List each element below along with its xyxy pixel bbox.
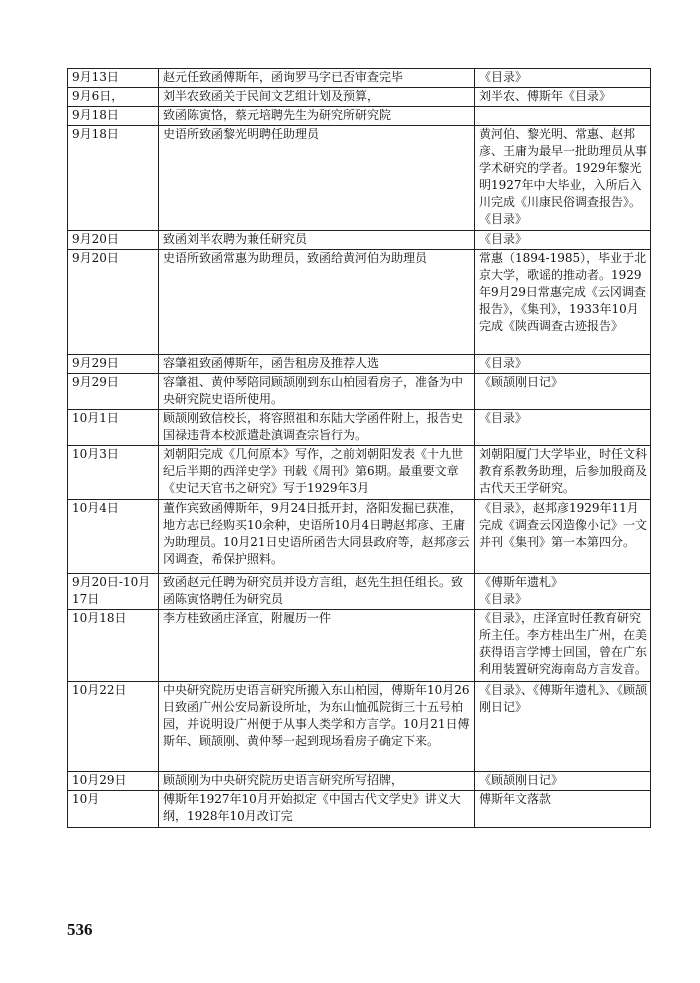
date-cell: 10月3日 <box>68 446 159 500</box>
event-cell: 傅斯年1927年10月开始拟定《中国古代文学史》讲义大纲，1928年10月改订完 <box>159 791 475 828</box>
event-cell: 史语所致函黎光明聘任助理员 <box>159 126 475 231</box>
event-cell: 致函刘半农聘为兼任研究员 <box>159 231 475 250</box>
source-cell: 《目录》、《傅斯年遗札》、《顾颉刚日记》 <box>475 682 651 772</box>
source-cell: 《目录》 <box>475 355 651 374</box>
source-cell <box>475 107 651 126</box>
table-row <box>68 410 651 446</box>
page-number: 536 <box>67 920 93 939</box>
table-row <box>68 126 651 231</box>
source-cell: 《目录》 <box>475 410 651 446</box>
event-cell: 容肇祖致函傅斯年，函告租房及推荐人选 <box>159 355 475 374</box>
source-cell: 黄河伯、黎光明、常惠、赵邦彦、王庸为最早一批助理员从事学术研究的学者。1929年黎光明1927年中大毕业，入所后入川完成《川康民俗调查报告》。《目录》 <box>475 126 651 231</box>
event-cell: 致函赵元任聘为研究员并设方言组，赵先生担任组长。致函陈寅恪聘任为研究员 <box>159 574 475 610</box>
table-row <box>68 107 651 126</box>
date-cell: 9月18日 <box>68 107 159 126</box>
date-cell: 10月 <box>68 791 159 828</box>
event-cell: 史语所致函常惠为助理员，致函给黄河伯为助理员 <box>159 250 475 355</box>
date-cell: 10月22日 <box>68 682 159 772</box>
source-cell: 《顾颉刚日记》 <box>475 772 651 791</box>
source-cell: 《目录》 <box>475 69 651 88</box>
event-cell: 赵元任致函傅斯年，函询罗马字已否审查完毕 <box>159 69 475 88</box>
table-row <box>68 250 651 355</box>
event-cell: 中央研究院历史语言研究所搬入东山柏园，傅斯年10月26日致函广州公安局新设所址，为东山恤孤院街三十五号柏园，并说明设广州便于从事人类学和方言学。10月21日傅斯年、顾颉刚、黄仲琴一起到现场看房子确定下来。 <box>159 682 475 772</box>
table-row <box>68 791 651 828</box>
table-row <box>68 231 651 250</box>
event-cell: 刘半农致函关于民间文艺组计划及预算， <box>159 88 475 107</box>
date-cell: 9月20日 <box>68 250 159 355</box>
table-row <box>68 355 651 374</box>
table-row <box>68 374 651 410</box>
date-cell: 9月20日 <box>68 231 159 250</box>
date-cell: 9月29日 <box>68 355 159 374</box>
source-cell: 刘半农、傅斯年《目录》 <box>475 88 651 107</box>
chronology-table <box>67 68 651 828</box>
source-cell: 傅斯年文落款 <box>475 791 651 828</box>
source-cell: 刘朝阳厦门大学毕业，时任文科教育系教务助理，后参加殷商及古代天王学研究。 <box>475 446 651 500</box>
event-cell: 顾颉刚为中央研究院历史语言研究所写招牌， <box>159 772 475 791</box>
table-row <box>68 69 651 88</box>
table-row <box>68 574 651 610</box>
table-row <box>68 772 651 791</box>
source-cell: 《目录》，庄泽宣时任教育研究所主任。李方桂出生广州，在美获得语言学博士回国，曾在广东利用装置研究海南岛方言发音。 <box>475 610 651 682</box>
event-cell: 董作宾致函傅斯年，9月24日抵开封，洛阳发掘已获准，地方志已经购买10余种，史语所10月4日聘赵邦彦、王庸为助理员。10月21日史语所函告大同县政府等，赵邦彦云冈调查，希保护照料。 <box>159 500 475 574</box>
event-cell: 顾颉刚致信校长，将容照祖和东陆大学函件附上，报告史国禄违背本校派遣赴滇调查宗旨行为。 <box>159 410 475 446</box>
table-row <box>68 446 651 500</box>
event-cell: 刘朝阳完成《几何原本》写作，之前刘朝阳发表《十九世纪后半期的西洋史学》刊载《周刊》第6期。最重要文章《史记天官书之研究》写于1929年3月 <box>159 446 475 500</box>
source-cell: 《目录》 <box>475 231 651 250</box>
date-cell: 9月13日 <box>68 69 159 88</box>
table-row <box>68 610 651 682</box>
date-cell: 10月18日 <box>68 610 159 682</box>
date-cell: 9月18日 <box>68 126 159 231</box>
date-cell: 9月29日 <box>68 374 159 410</box>
source-cell: 《顾颉刚日记》 <box>475 374 651 410</box>
date-cell: 10月1日 <box>68 410 159 446</box>
table-row <box>68 682 651 772</box>
event-cell: 容肇祖、黄仲琴陪同顾颉刚到东山柏园看房子，准备为中央研究院史语所使用。 <box>159 374 475 410</box>
date-cell: 10月29日 <box>68 772 159 791</box>
event-cell: 李方桂致函庄泽宣，附履历一件 <box>159 610 475 682</box>
date-cell: 9月20日-10月17日 <box>68 574 159 610</box>
source-cell: 《目录》，赵邦彦1929年11月完成《调查云冈造像小记》一文并刊《集刊》第一本第四分。 <box>475 500 651 574</box>
table-row <box>68 500 651 574</box>
source-cell: 常惠（1894-1985），毕业于北京大学，歌谣的推动者。1929年9月29日常惠完成《云冈调查报告》，《集刊》，1933年10月完成《陕西调查古迹报告》 <box>475 250 651 355</box>
date-cell: 9月6日， <box>68 88 159 107</box>
event-cell: 致函陈寅恪，蔡元培聘先生为研究所研究院 <box>159 107 475 126</box>
date-cell: 10月4日 <box>68 500 159 574</box>
source-cell: 《傅斯年遗札》 《目录》 <box>475 574 651 610</box>
table-row <box>68 88 651 107</box>
chronology-table-body <box>68 69 651 828</box>
